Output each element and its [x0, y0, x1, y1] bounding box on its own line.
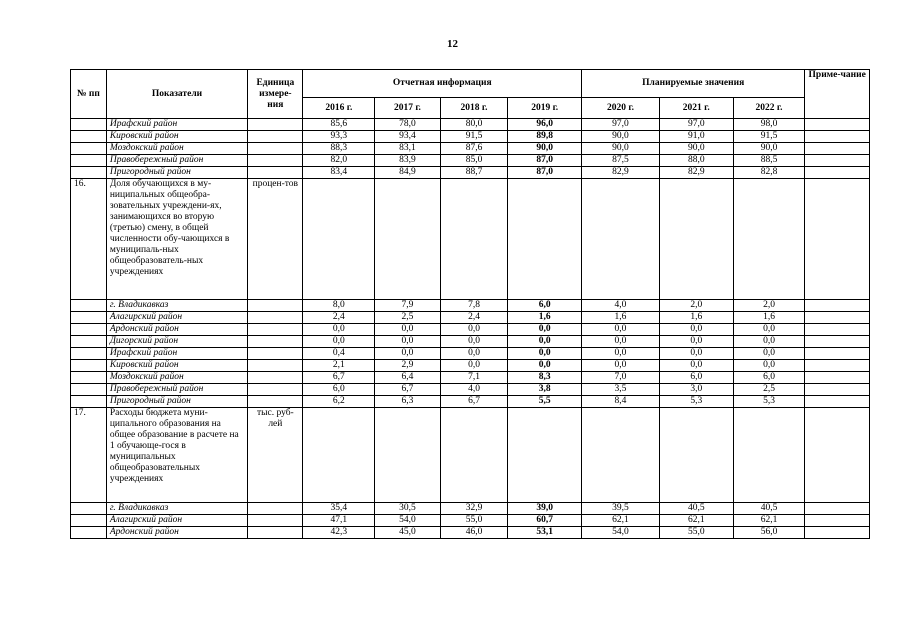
note-cell [805, 527, 870, 539]
row-number-cell [71, 348, 107, 360]
value-cell: 6,7 [375, 384, 441, 396]
value-cell: 2,0 [733, 300, 805, 312]
table-row [71, 503, 870, 515]
value-cell: 40,5 [733, 503, 805, 515]
value-cell: 90,0 [582, 143, 660, 155]
row-number-cell [71, 336, 107, 348]
unit-cell [248, 384, 303, 396]
header-indicators: Показатели [106, 70, 247, 119]
header-year: 2017 г. [375, 98, 441, 119]
value-cell: 3,5 [582, 384, 660, 396]
value-cell: 93,3 [303, 131, 375, 143]
district-name: Правобережный район [106, 155, 247, 167]
value-cell: 0,0 [508, 336, 582, 348]
value-cell: 0,0 [375, 348, 441, 360]
district-name: Кировский район [106, 131, 247, 143]
value-cell: 6,2 [303, 396, 375, 408]
value-cell [375, 408, 441, 503]
value-cell: 83,4 [303, 167, 375, 179]
row-number-cell [71, 312, 107, 324]
table-row [71, 372, 870, 384]
unit-cell [248, 167, 303, 179]
value-cell: 1,6 [582, 312, 660, 324]
indicator-number: 17. [71, 408, 107, 503]
value-cell: 42,3 [303, 527, 375, 539]
value-cell: 0,0 [303, 336, 375, 348]
value-cell: 90,0 [659, 143, 733, 155]
note-cell [805, 503, 870, 515]
value-cell: 82,9 [659, 167, 733, 179]
value-cell: 6,3 [375, 396, 441, 408]
value-cell: 60,7 [508, 515, 582, 527]
value-cell [440, 408, 508, 503]
district-name: Алагирский район [106, 515, 247, 527]
value-cell: 85,0 [440, 155, 508, 167]
district-name: г. Владикавказ [106, 300, 247, 312]
unit-cell [248, 348, 303, 360]
value-cell: 91,5 [733, 131, 805, 143]
table-body [71, 119, 870, 539]
district-name: Алагирский район [106, 312, 247, 324]
value-cell: 0,4 [303, 348, 375, 360]
value-cell: 3,8 [508, 384, 582, 396]
unit-cell [248, 336, 303, 348]
header-reported: Отчетная информация [303, 70, 582, 98]
value-cell: 8,3 [508, 372, 582, 384]
row-number-cell [71, 515, 107, 527]
note-cell [805, 384, 870, 396]
unit-cell [248, 372, 303, 384]
value-cell: 0,0 [582, 348, 660, 360]
table-row [71, 155, 870, 167]
value-cell: 0,0 [733, 336, 805, 348]
value-cell [582, 179, 660, 300]
value-cell: 2,4 [303, 312, 375, 324]
value-cell [303, 179, 375, 300]
value-cell: 80,0 [440, 119, 508, 131]
value-cell [440, 179, 508, 300]
value-cell: 87,5 [582, 155, 660, 167]
note-cell [805, 360, 870, 372]
value-cell: 45,0 [375, 527, 441, 539]
district-name: Ирафский район [106, 348, 247, 360]
district-name: Пригородный район [106, 167, 247, 179]
value-cell: 2,5 [733, 384, 805, 396]
value-cell: 83,9 [375, 155, 441, 167]
header-no: № пп [71, 70, 107, 119]
value-cell: 0,0 [659, 324, 733, 336]
district-name: Правобережный район [106, 384, 247, 396]
note-cell [805, 119, 870, 131]
table-row [71, 167, 870, 179]
value-cell: 7,8 [440, 300, 508, 312]
value-cell [303, 408, 375, 503]
value-cell: 54,0 [375, 515, 441, 527]
value-cell [375, 179, 441, 300]
row-number-cell [71, 384, 107, 396]
district-name: Моздокский район [106, 143, 247, 155]
value-cell: 6,0 [733, 372, 805, 384]
value-cell: 2,1 [303, 360, 375, 372]
value-cell [659, 408, 733, 503]
value-cell: 87,0 [508, 155, 582, 167]
value-cell: 46,0 [440, 527, 508, 539]
indicator-row [71, 408, 870, 503]
indicator-number: 16. [71, 179, 107, 300]
table-row [71, 348, 870, 360]
value-cell: 0,0 [582, 336, 660, 348]
header-unit: Единица измере-ния [248, 70, 303, 119]
value-cell: 6,7 [440, 396, 508, 408]
value-cell: 8,4 [582, 396, 660, 408]
value-cell: 0,0 [440, 336, 508, 348]
district-name: Ардонский район [106, 324, 247, 336]
district-name: Пригородный район [106, 396, 247, 408]
district-name: Моздокский район [106, 372, 247, 384]
value-cell: 6,0 [659, 372, 733, 384]
value-cell: 0,0 [659, 348, 733, 360]
note-cell [805, 131, 870, 143]
table-row [71, 384, 870, 396]
note-cell [805, 155, 870, 167]
header-note: Приме-чание [805, 70, 870, 119]
note-cell [805, 515, 870, 527]
value-cell: 7,9 [375, 300, 441, 312]
value-cell: 90,0 [508, 143, 582, 155]
value-cell: 0,0 [733, 324, 805, 336]
value-cell: 1,6 [733, 312, 805, 324]
indicators-table [70, 69, 870, 539]
value-cell [582, 408, 660, 503]
value-cell [733, 408, 805, 503]
table-row [71, 515, 870, 527]
header-year: 2018 г. [440, 98, 508, 119]
indicator-unit: процен-тов [248, 179, 303, 300]
value-cell: 6,0 [303, 384, 375, 396]
row-number-cell [71, 396, 107, 408]
row-number-cell [71, 360, 107, 372]
value-cell: 0,0 [440, 324, 508, 336]
table-row [71, 360, 870, 372]
note-cell [805, 179, 870, 300]
value-cell: 7,0 [582, 372, 660, 384]
note-cell [805, 408, 870, 503]
district-name: г. Владикавказ [106, 503, 247, 515]
value-cell: 78,0 [375, 119, 441, 131]
unit-cell [248, 515, 303, 527]
unit-cell [248, 312, 303, 324]
value-cell: 39,0 [508, 503, 582, 515]
indicator-row [71, 179, 870, 300]
table-row [71, 396, 870, 408]
value-cell: 88,3 [303, 143, 375, 155]
note-cell [805, 372, 870, 384]
value-cell: 0,0 [733, 360, 805, 372]
value-cell: 0,0 [733, 348, 805, 360]
value-cell: 4,0 [582, 300, 660, 312]
page-number: 12 [447, 38, 458, 50]
value-cell [508, 179, 582, 300]
value-cell: 88,0 [659, 155, 733, 167]
value-cell: 0,0 [508, 360, 582, 372]
value-cell: 53,1 [508, 527, 582, 539]
header-year: 2022 г. [733, 98, 805, 119]
note-cell [805, 336, 870, 348]
value-cell: 56,0 [733, 527, 805, 539]
row-number-cell [71, 167, 107, 179]
district-name: Ардонский район [106, 527, 247, 539]
value-cell: 0,0 [440, 360, 508, 372]
value-cell: 0,0 [659, 336, 733, 348]
value-cell: 5,3 [733, 396, 805, 408]
value-cell: 2,5 [375, 312, 441, 324]
unit-cell [248, 396, 303, 408]
value-cell: 2,0 [659, 300, 733, 312]
value-cell: 54,0 [582, 527, 660, 539]
unit-cell [248, 131, 303, 143]
note-cell [805, 143, 870, 155]
value-cell: 87,0 [508, 167, 582, 179]
value-cell: 62,1 [582, 515, 660, 527]
table-row [71, 324, 870, 336]
value-cell: 82,9 [582, 167, 660, 179]
value-cell: 7,1 [440, 372, 508, 384]
district-name: Ирафский район [106, 119, 247, 131]
value-cell: 0,0 [508, 324, 582, 336]
value-cell: 83,1 [375, 143, 441, 155]
value-cell: 6,7 [303, 372, 375, 384]
table-row [71, 119, 870, 131]
value-cell: 55,0 [440, 515, 508, 527]
value-cell: 98,0 [733, 119, 805, 131]
district-name: Кировский район [106, 360, 247, 372]
row-number-cell [71, 119, 107, 131]
header-year: 2019 г. [508, 98, 582, 119]
value-cell: 1,6 [659, 312, 733, 324]
value-cell [733, 179, 805, 300]
note-cell [805, 300, 870, 312]
value-cell: 88,7 [440, 167, 508, 179]
value-cell: 39,5 [582, 503, 660, 515]
value-cell: 3,0 [659, 384, 733, 396]
value-cell: 87,6 [440, 143, 508, 155]
value-cell: 1,6 [508, 312, 582, 324]
value-cell: 82,8 [733, 167, 805, 179]
value-cell: 0,0 [582, 360, 660, 372]
row-number-cell [71, 143, 107, 155]
value-cell: 90,0 [582, 131, 660, 143]
table-row [71, 312, 870, 324]
value-cell: 88,5 [733, 155, 805, 167]
note-cell [805, 324, 870, 336]
value-cell: 93,4 [375, 131, 441, 143]
row-number-cell [71, 155, 107, 167]
value-cell: 8,0 [303, 300, 375, 312]
value-cell: 32,9 [440, 503, 508, 515]
value-cell: 62,1 [733, 515, 805, 527]
row-number-cell [71, 324, 107, 336]
value-cell: 40,5 [659, 503, 733, 515]
value-cell: 89,8 [508, 131, 582, 143]
value-cell: 0,0 [440, 348, 508, 360]
value-cell: 6,4 [375, 372, 441, 384]
value-cell: 35,4 [303, 503, 375, 515]
note-cell [805, 167, 870, 179]
note-cell [805, 312, 870, 324]
unit-cell [248, 360, 303, 372]
row-number-cell [71, 527, 107, 539]
value-cell [659, 179, 733, 300]
table-row [71, 336, 870, 348]
value-cell: 0,0 [303, 324, 375, 336]
value-cell: 0,0 [375, 324, 441, 336]
value-cell: 97,0 [659, 119, 733, 131]
value-cell: 2,9 [375, 360, 441, 372]
row-number-cell [71, 131, 107, 143]
value-cell: 91,0 [659, 131, 733, 143]
unit-cell [248, 324, 303, 336]
row-number-cell [71, 503, 107, 515]
value-cell: 47,1 [303, 515, 375, 527]
header-year: 2021 г. [659, 98, 733, 119]
value-cell: 84,9 [375, 167, 441, 179]
header-year: 2020 г. [582, 98, 660, 119]
note-cell [805, 396, 870, 408]
value-cell: 55,0 [659, 527, 733, 539]
indicator-unit: тыс. руб-лей [248, 408, 303, 503]
header-planned: Планируемые значения [582, 70, 805, 98]
value-cell: 91,5 [440, 131, 508, 143]
value-cell [508, 408, 582, 503]
unit-cell [248, 119, 303, 131]
row-number-cell [71, 372, 107, 384]
table-row [71, 300, 870, 312]
row-number-cell [71, 300, 107, 312]
indicator-name: Расходы бюджета муни-ципального образования на общее образование в расчете на 1 обучающе-гося в муниципальных общеобразовательных учреждениях [106, 408, 247, 503]
value-cell: 97,0 [582, 119, 660, 131]
value-cell: 0,0 [582, 324, 660, 336]
district-name: Дигорский район [106, 336, 247, 348]
value-cell: 0,0 [508, 348, 582, 360]
value-cell: 0,0 [375, 336, 441, 348]
value-cell: 85,6 [303, 119, 375, 131]
table-row [71, 131, 870, 143]
value-cell: 0,0 [659, 360, 733, 372]
value-cell: 6,0 [508, 300, 582, 312]
table-row [71, 143, 870, 155]
note-cell [805, 348, 870, 360]
value-cell: 5,3 [659, 396, 733, 408]
value-cell: 2,4 [440, 312, 508, 324]
value-cell: 82,0 [303, 155, 375, 167]
value-cell: 30,5 [375, 503, 441, 515]
unit-cell [248, 527, 303, 539]
value-cell: 90,0 [733, 143, 805, 155]
unit-cell [248, 143, 303, 155]
value-cell: 62,1 [659, 515, 733, 527]
unit-cell [248, 503, 303, 515]
unit-cell [248, 155, 303, 167]
unit-cell [248, 300, 303, 312]
indicator-name: Доля обучающихся в му-ниципальных общеобра-зовательных учреждени-ях, занимающихся во вторую (третью) смену, в общей численности обу-чающихся в муниципаль-ных общеобразователь-ных учреждениях [106, 179, 247, 300]
value-cell: 5,5 [508, 396, 582, 408]
table-row [71, 527, 870, 539]
value-cell: 4,0 [440, 384, 508, 396]
header-year: 2016 г. [303, 98, 375, 119]
value-cell: 96,0 [508, 119, 582, 131]
